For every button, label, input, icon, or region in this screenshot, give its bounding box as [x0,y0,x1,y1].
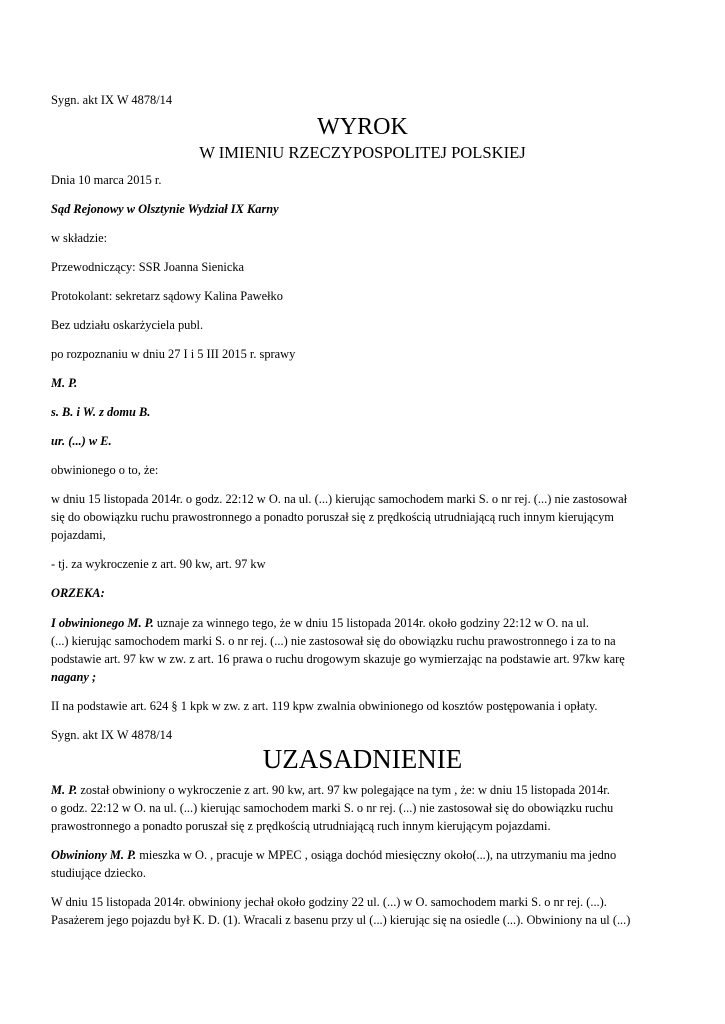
composition-label: w składzie: [51,231,108,245]
prosecutor-note: Bez udziału oskarżyciela publ. [51,318,204,332]
justification-p2-lead: Obwiniony M. P. [51,848,137,862]
case-number: Sygn. akt IX W 4878/14 [51,93,173,107]
justification-p3-line-1: W dniu 15 listopada 2014r. obwiniony jechał około godziny 22 ul. (...) w O. samochodem marki S. o nr rej. (...). [51,895,607,909]
justification-p1-line-2: o godz. 22:12 w O. na ul. (...) kierując samochodem marki S. o nr rej. (...) nie zastosował się do obowiązku ruchu [51,801,614,815]
verdict-subtitle: W IMIENIU RZECZYPOSPOLITEJ POLSKIEJ [199,143,526,162]
charge-qualification: - tj. za wykroczenie z art. 90 kw, art. 97 kw [51,557,266,571]
justification-p1-line-3: prawostronnego a ponadto poruszał się z prędkością utrudniającą ruch innym kierującym pojazdami. [51,819,551,833]
ruling-1-lead: I obwinionego M. P. [51,616,154,630]
justification-p2-line-1: Obwiniony M. P. mieszka w O. , pracuje w MPEC , osiąga dochód miesięczny około(...), na utrzymaniu ma jedno [51,848,617,862]
charge-line-3: pojazdami, [51,528,106,542]
ruling-1-line-2: (...) kierując samochodem marki S. o nr rej. (...) nie zastosował się do obowiązku ruchu prawostronnego i za to na [51,634,616,648]
charge-line-2: się do obowiązku ruchu prawostronnego a ponadto poruszał się z prędkością utrudniającą ruch innym kierującym [51,510,614,524]
justification-p1-line-1: M. P. został obwiniony o wykroczenie z art. 90 kw, art. 97 kw polegające na tym , że: w dniu 15 listopada 2014r. [51,783,610,797]
charge-line-1: w dniu 15 listopada 2014r. o godz. 22:12 w O. na ul. (...) kierując samochodem marki S. o nr rej. (...) nie zastosował [51,492,628,506]
ruling-heading: ORZEKA: [51,586,105,600]
ruling-1-penalty: nagany ; [51,670,97,684]
defendant-name: M. P. [51,376,78,390]
presiding-judge: Przewodniczący: SSR Joanna Sienicka [51,260,245,274]
ruling-1-line-3: podstawie art. 97 kw w zw. z art. 16 prawa o ruchu drogowym skazuje go wymierzając na podstawie art. 97kw karę [51,652,625,666]
defendant-parents: s. B. i W. z domu B. [51,405,151,419]
justification-p2-line-2: studiujące dziecko. [51,866,146,880]
charge-intro: obwinionego o to, że: [51,463,159,477]
verdict-date: Dnia 10 marca 2015 r. [51,173,162,187]
court-clerk: Protokolant: sekretarz sądowy Kalina Pawełko [51,289,283,303]
court-name: Sąd Rejonowy w Olsztynie Wydział IX Karny [51,202,279,216]
case-number-justification: Sygn. akt IX W 4878/14 [51,728,173,742]
ruling-2: II na podstawie art. 624 § 1 kpk w zw. z art. 119 kpw zwalnia obwinionego od kosztów postępowania i opłaty. [51,699,598,713]
hearing-dates: po rozpoznaniu w dniu 27 I i 5 III 2015 r. sprawy [51,347,296,361]
ruling-1-line-1: I obwinionego M. P. uznaje za winnego tego, że w dniu 15 listopada 2014r. około godziny 22:12 w O. na ul. [51,616,590,630]
justification-p3-line-2: Pasażerem jego pojazdu był K. D. (1). Wracali z basenu przy ul (...) kierując się na osiedle (...). Obwiniony na ul (...) [51,913,631,927]
defendant-birth: ur. (...) w E. [51,434,112,448]
verdict-title: WYROK [317,114,408,140]
justification-title: UZASADNIENIE [262,744,463,774]
justification-p1-lead: M. P. [51,783,78,797]
